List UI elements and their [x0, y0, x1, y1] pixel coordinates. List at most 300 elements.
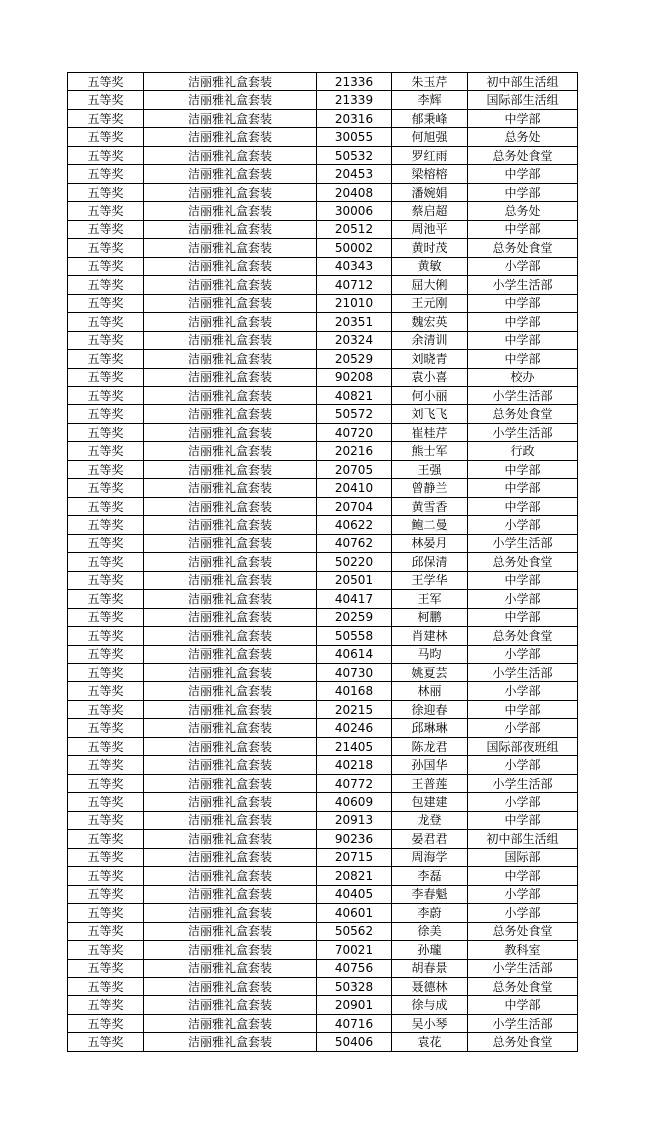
winner-name-cell: 屈大俐: [392, 276, 468, 294]
table-row: [68, 220, 578, 238]
table-row: [68, 904, 578, 922]
prize-item-cell: 洁丽雅礼盒套装: [144, 627, 317, 645]
table-row: [68, 91, 578, 109]
prize-level-cell: 五等奖: [68, 627, 144, 645]
prize-item-cell: 洁丽雅礼盒套装: [144, 220, 317, 238]
winner-name-cell: 邱琳琳: [392, 719, 468, 737]
department-cell: 中学部: [468, 220, 578, 238]
prize-item-cell: 洁丽雅礼盒套装: [144, 423, 317, 441]
table-row: [68, 146, 578, 164]
table-row: [68, 627, 578, 645]
department-cell: 总务处食堂: [468, 553, 578, 571]
employee-id-cell: 40609: [317, 793, 392, 811]
department-cell: 小学部: [468, 590, 578, 608]
winner-name-cell: 吴小琴: [392, 1014, 468, 1032]
winner-name-cell: 徐美: [392, 922, 468, 940]
employee-id-cell: 20453: [317, 165, 392, 183]
department-cell: 总务处食堂: [468, 627, 578, 645]
winner-name-cell: 崔桂芹: [392, 423, 468, 441]
prize-winners-sheet: [67, 72, 578, 1052]
table-row: [68, 257, 578, 275]
prize-level-cell: 五等奖: [68, 571, 144, 589]
employee-id-cell: 20705: [317, 460, 392, 478]
prize-item-cell: 洁丽雅礼盒套装: [144, 1014, 317, 1032]
winner-name-cell: 王普莲: [392, 774, 468, 792]
employee-id-cell: 20324: [317, 331, 392, 349]
employee-id-cell: 20512: [317, 220, 392, 238]
prize-level-cell: 五等奖: [68, 73, 144, 91]
employee-id-cell: 40622: [317, 516, 392, 534]
department-cell: 总务处: [468, 128, 578, 146]
prize-level-cell: 五等奖: [68, 442, 144, 460]
prize-item-cell: 洁丽雅礼盒套装: [144, 386, 317, 404]
table-row: [68, 700, 578, 718]
prize-level-cell: 五等奖: [68, 460, 144, 478]
employee-id-cell: 40756: [317, 959, 392, 977]
table-row: [68, 922, 578, 940]
prize-item-cell: 洁丽雅礼盒套装: [144, 811, 317, 829]
winner-name-cell: 周池平: [392, 220, 468, 238]
department-cell: 总务处: [468, 202, 578, 220]
employee-id-cell: 21336: [317, 73, 392, 91]
table-row: [68, 497, 578, 515]
table-row: [68, 183, 578, 201]
department-cell: 中学部: [468, 479, 578, 497]
prize-item-cell: 洁丽雅礼盒套装: [144, 442, 317, 460]
department-cell: 中学部: [468, 183, 578, 201]
winner-name-cell: 陈龙君: [392, 737, 468, 755]
table-row: [68, 73, 578, 91]
table-row: [68, 645, 578, 663]
table-row: [68, 423, 578, 441]
employee-id-cell: 20351: [317, 313, 392, 331]
employee-id-cell: 90236: [317, 830, 392, 848]
employee-id-cell: 40730: [317, 664, 392, 682]
winner-name-cell: 黄雪香: [392, 497, 468, 515]
employee-id-cell: 21339: [317, 91, 392, 109]
prize-item-cell: 洁丽雅礼盒套装: [144, 146, 317, 164]
department-cell: 小学部: [468, 682, 578, 700]
prize-item-cell: 洁丽雅礼盒套装: [144, 405, 317, 423]
prize-item-cell: 洁丽雅礼盒套装: [144, 313, 317, 331]
employee-id-cell: 40712: [317, 276, 392, 294]
prize-item-cell: 洁丽雅礼盒套装: [144, 257, 317, 275]
employee-id-cell: 40405: [317, 885, 392, 903]
prize-level-cell: 五等奖: [68, 885, 144, 903]
winner-name-cell: 林晏月: [392, 534, 468, 552]
table-row: [68, 867, 578, 885]
employee-id-cell: 20901: [317, 996, 392, 1014]
prize-item-cell: 洁丽雅礼盒套装: [144, 497, 317, 515]
prize-level-cell: 五等奖: [68, 257, 144, 275]
prize-item-cell: 洁丽雅礼盒套装: [144, 996, 317, 1014]
prize-level-cell: 五等奖: [68, 350, 144, 368]
winner-name-cell: 余清训: [392, 331, 468, 349]
prize-level-cell: 五等奖: [68, 848, 144, 866]
prize-level-cell: 五等奖: [68, 128, 144, 146]
winner-name-cell: 王学华: [392, 571, 468, 589]
prize-item-cell: 洁丽雅礼盒套装: [144, 959, 317, 977]
winner-name-cell: 龙登: [392, 811, 468, 829]
prize-level-cell: 五等奖: [68, 959, 144, 977]
department-cell: 中学部: [468, 294, 578, 312]
winner-name-cell: 袁小喜: [392, 368, 468, 386]
winner-name-cell: 曾静兰: [392, 479, 468, 497]
prize-level-cell: 五等奖: [68, 479, 144, 497]
employee-id-cell: 20316: [317, 109, 392, 127]
table-row: [68, 202, 578, 220]
employee-id-cell: 20259: [317, 608, 392, 626]
department-cell: 中学部: [468, 497, 578, 515]
department-cell: 总务处食堂: [468, 977, 578, 995]
table-row: [68, 664, 578, 682]
prize-level-cell: 五等奖: [68, 1033, 144, 1051]
prize-item-cell: 洁丽雅礼盒套装: [144, 73, 317, 91]
prize-level-cell: 五等奖: [68, 276, 144, 294]
table-row: [68, 294, 578, 312]
prize-item-cell: 洁丽雅礼盒套装: [144, 941, 317, 959]
department-cell: 国际部夜班组: [468, 737, 578, 755]
prize-item-cell: 洁丽雅礼盒套装: [144, 793, 317, 811]
employee-id-cell: 20215: [317, 700, 392, 718]
prize-item-cell: 洁丽雅礼盒套装: [144, 608, 317, 626]
winner-name-cell: 王强: [392, 460, 468, 478]
prize-item-cell: 洁丽雅礼盒套装: [144, 848, 317, 866]
prize-level-cell: 五等奖: [68, 534, 144, 552]
table-row: [68, 109, 578, 127]
winner-name-cell: 梁榕榕: [392, 165, 468, 183]
table-row: [68, 977, 578, 995]
winner-name-cell: 蔡启超: [392, 202, 468, 220]
prize-level-cell: 五等奖: [68, 1014, 144, 1032]
winner-name-cell: 李辉: [392, 91, 468, 109]
department-cell: 中学部: [468, 996, 578, 1014]
employee-id-cell: 20715: [317, 848, 392, 866]
table-row: [68, 534, 578, 552]
department-cell: 中学部: [468, 350, 578, 368]
prize-level-cell: 五等奖: [68, 737, 144, 755]
winner-name-cell: 袁花: [392, 1033, 468, 1051]
prize-level-cell: 五等奖: [68, 774, 144, 792]
prize-item-cell: 洁丽雅礼盒套装: [144, 590, 317, 608]
prize-item-cell: 洁丽雅礼盒套装: [144, 1033, 317, 1051]
employee-id-cell: 40601: [317, 904, 392, 922]
winner-name-cell: 晏君君: [392, 830, 468, 848]
prize-level-cell: 五等奖: [68, 811, 144, 829]
prize-level-cell: 五等奖: [68, 904, 144, 922]
prize-level-cell: 五等奖: [68, 497, 144, 515]
department-cell: 中学部: [468, 165, 578, 183]
winner-name-cell: 朱玉芹: [392, 73, 468, 91]
employee-id-cell: 40772: [317, 774, 392, 792]
prize-item-cell: 洁丽雅礼盒套装: [144, 239, 317, 257]
department-cell: 小学生活部: [468, 534, 578, 552]
prize-level-cell: 五等奖: [68, 793, 144, 811]
table-row: [68, 239, 578, 257]
employee-id-cell: 21010: [317, 294, 392, 312]
prize-item-cell: 洁丽雅礼盒套装: [144, 922, 317, 940]
department-cell: 总务处食堂: [468, 146, 578, 164]
department-cell: 小学生活部: [468, 664, 578, 682]
table-row: [68, 996, 578, 1014]
employee-id-cell: 90208: [317, 368, 392, 386]
prize-level-cell: 五等奖: [68, 239, 144, 257]
prize-level-cell: 五等奖: [68, 922, 144, 940]
prize-level-cell: 五等奖: [68, 756, 144, 774]
prize-item-cell: 洁丽雅礼盒套装: [144, 165, 317, 183]
winner-name-cell: 林丽: [392, 682, 468, 700]
prize-level-cell: 五等奖: [68, 331, 144, 349]
department-cell: 总务处食堂: [468, 1033, 578, 1051]
employee-id-cell: 20408: [317, 183, 392, 201]
winner-name-cell: 王军: [392, 590, 468, 608]
table-row: [68, 128, 578, 146]
table-row: [68, 737, 578, 755]
winner-name-cell: 柯鹏: [392, 608, 468, 626]
department-cell: 小学生活部: [468, 276, 578, 294]
table-row: [68, 479, 578, 497]
prize-item-cell: 洁丽雅礼盒套装: [144, 109, 317, 127]
prize-item-cell: 洁丽雅礼盒套装: [144, 645, 317, 663]
winner-name-cell: 孙瓏: [392, 941, 468, 959]
prize-item-cell: 洁丽雅礼盒套装: [144, 479, 317, 497]
prize-item-cell: 洁丽雅礼盒套装: [144, 867, 317, 885]
department-cell: 小学部: [468, 257, 578, 275]
employee-id-cell: 20704: [317, 497, 392, 515]
department-cell: 行政: [468, 442, 578, 460]
prize-item-cell: 洁丽雅礼盒套装: [144, 737, 317, 755]
prize-item-cell: 洁丽雅礼盒套装: [144, 904, 317, 922]
department-cell: 中学部: [468, 867, 578, 885]
winner-name-cell: 李磊: [392, 867, 468, 885]
employee-id-cell: 20501: [317, 571, 392, 589]
prize-level-cell: 五等奖: [68, 590, 144, 608]
employee-id-cell: 40417: [317, 590, 392, 608]
table-row: [68, 442, 578, 460]
table-row: [68, 460, 578, 478]
table-row: [68, 571, 578, 589]
winner-name-cell: 李春魁: [392, 885, 468, 903]
winner-name-cell: 黄敏: [392, 257, 468, 275]
department-cell: 小学部: [468, 793, 578, 811]
department-cell: 初中部生活组: [468, 73, 578, 91]
department-cell: 小学部: [468, 719, 578, 737]
winner-name-cell: 罗红雨: [392, 146, 468, 164]
prize-item-cell: 洁丽雅礼盒套装: [144, 294, 317, 312]
winner-name-cell: 郁秉峰: [392, 109, 468, 127]
employee-id-cell: 40614: [317, 645, 392, 663]
employee-id-cell: 50328: [317, 977, 392, 995]
employee-id-cell: 40762: [317, 534, 392, 552]
prize-level-cell: 五等奖: [68, 313, 144, 331]
winner-name-cell: 周海学: [392, 848, 468, 866]
employee-id-cell: 40716: [317, 1014, 392, 1032]
department-cell: 小学生活部: [468, 423, 578, 441]
prize-item-cell: 洁丽雅礼盒套装: [144, 571, 317, 589]
prize-level-cell: 五等奖: [68, 202, 144, 220]
table-row: [68, 405, 578, 423]
employee-id-cell: 40720: [317, 423, 392, 441]
table-row: [68, 386, 578, 404]
table-row: [68, 811, 578, 829]
department-cell: 初中部生活组: [468, 830, 578, 848]
department-cell: 中学部: [468, 608, 578, 626]
department-cell: 中学部: [468, 109, 578, 127]
prize-level-cell: 五等奖: [68, 682, 144, 700]
department-cell: 小学生活部: [468, 774, 578, 792]
prize-level-cell: 五等奖: [68, 719, 144, 737]
prize-item-cell: 洁丽雅礼盒套装: [144, 885, 317, 903]
prize-level-cell: 五等奖: [68, 368, 144, 386]
employee-id-cell: 40343: [317, 257, 392, 275]
winner-name-cell: 刘飞飞: [392, 405, 468, 423]
employee-id-cell: 40168: [317, 682, 392, 700]
prize-item-cell: 洁丽雅礼盒套装: [144, 756, 317, 774]
prize-level-cell: 五等奖: [68, 830, 144, 848]
department-cell: 教科室: [468, 941, 578, 959]
table-row: [68, 331, 578, 349]
department-cell: 小学部: [468, 516, 578, 534]
prize-level-cell: 五等奖: [68, 941, 144, 959]
department-cell: 小学部: [468, 885, 578, 903]
department-cell: 小学部: [468, 645, 578, 663]
prize-item-cell: 洁丽雅礼盒套装: [144, 830, 317, 848]
employee-id-cell: 50572: [317, 405, 392, 423]
department-cell: 中学部: [468, 700, 578, 718]
department-cell: 总务处食堂: [468, 922, 578, 940]
prize-level-cell: 五等奖: [68, 91, 144, 109]
prize-item-cell: 洁丽雅礼盒套装: [144, 553, 317, 571]
department-cell: 中学部: [468, 460, 578, 478]
prize-level-cell: 五等奖: [68, 700, 144, 718]
employee-id-cell: 50002: [317, 239, 392, 257]
employee-id-cell: 20913: [317, 811, 392, 829]
department-cell: 中学部: [468, 571, 578, 589]
table-row: [68, 1033, 578, 1051]
employee-id-cell: 40218: [317, 756, 392, 774]
department-cell: 小学生活部: [468, 386, 578, 404]
table-row: [68, 516, 578, 534]
prize-item-cell: 洁丽雅礼盒套装: [144, 276, 317, 294]
table-row: [68, 590, 578, 608]
prize-item-cell: 洁丽雅礼盒套装: [144, 331, 317, 349]
employee-id-cell: 50220: [317, 553, 392, 571]
prize-item-cell: 洁丽雅礼盒套装: [144, 664, 317, 682]
winner-name-cell: 魏宏英: [392, 313, 468, 331]
table-row: [68, 608, 578, 626]
prize-level-cell: 五等奖: [68, 165, 144, 183]
prize-level-cell: 五等奖: [68, 553, 144, 571]
winner-name-cell: 徐与成: [392, 996, 468, 1014]
table-row: [68, 350, 578, 368]
winner-name-cell: 孙国华: [392, 756, 468, 774]
winner-name-cell: 徐迎春: [392, 700, 468, 718]
prize-item-cell: 洁丽雅礼盒套装: [144, 91, 317, 109]
winner-name-cell: 包建建: [392, 793, 468, 811]
employee-id-cell: 50406: [317, 1033, 392, 1051]
winner-name-cell: 马昀: [392, 645, 468, 663]
prize-level-cell: 五等奖: [68, 109, 144, 127]
table-row: [68, 830, 578, 848]
prize-item-cell: 洁丽雅礼盒套装: [144, 700, 317, 718]
table-row: [68, 959, 578, 977]
prize-item-cell: 洁丽雅礼盒套装: [144, 460, 317, 478]
employee-id-cell: 20216: [317, 442, 392, 460]
department-cell: 中学部: [468, 313, 578, 331]
prize-item-cell: 洁丽雅礼盒套装: [144, 128, 317, 146]
department-cell: 小学生活部: [468, 959, 578, 977]
winner-name-cell: 何小丽: [392, 386, 468, 404]
prize-item-cell: 洁丽雅礼盒套装: [144, 350, 317, 368]
department-cell: 总务处食堂: [468, 239, 578, 257]
prize-level-cell: 五等奖: [68, 608, 144, 626]
department-cell: 校办: [468, 368, 578, 386]
winner-name-cell: 聂德林: [392, 977, 468, 995]
table-row: [68, 1014, 578, 1032]
prize-level-cell: 五等奖: [68, 220, 144, 238]
table-row: [68, 719, 578, 737]
prize-level-cell: 五等奖: [68, 996, 144, 1014]
table-row: [68, 756, 578, 774]
table-row: [68, 774, 578, 792]
table-row: [68, 682, 578, 700]
department-cell: 小学部: [468, 756, 578, 774]
prize-level-cell: 五等奖: [68, 423, 144, 441]
table-row: [68, 793, 578, 811]
department-cell: 国际部: [468, 848, 578, 866]
employee-id-cell: 20529: [317, 350, 392, 368]
prize-item-cell: 洁丽雅礼盒套装: [144, 719, 317, 737]
department-cell: 中学部: [468, 811, 578, 829]
prize-level-cell: 五等奖: [68, 386, 144, 404]
employee-id-cell: 20410: [317, 479, 392, 497]
table-row: [68, 553, 578, 571]
winner-name-cell: 黄时茂: [392, 239, 468, 257]
table-row: [68, 165, 578, 183]
prize-level-cell: 五等奖: [68, 664, 144, 682]
department-cell: 小学部: [468, 904, 578, 922]
employee-id-cell: 50558: [317, 627, 392, 645]
prize-level-cell: 五等奖: [68, 183, 144, 201]
department-cell: 总务处食堂: [468, 405, 578, 423]
prize-item-cell: 洁丽雅礼盒套装: [144, 682, 317, 700]
prize-item-cell: 洁丽雅礼盒套装: [144, 183, 317, 201]
employee-id-cell: 70021: [317, 941, 392, 959]
prize-level-cell: 五等奖: [68, 645, 144, 663]
winner-name-cell: 王元刚: [392, 294, 468, 312]
department-cell: 小学生活部: [468, 1014, 578, 1032]
prize-level-cell: 五等奖: [68, 294, 144, 312]
employee-id-cell: 40821: [317, 386, 392, 404]
employee-id-cell: 40246: [317, 719, 392, 737]
department-cell: 国际部生活组: [468, 91, 578, 109]
winner-name-cell: 熊士军: [392, 442, 468, 460]
winner-name-cell: 李蔚: [392, 904, 468, 922]
winner-name-cell: 肖建林: [392, 627, 468, 645]
prize-level-cell: 五等奖: [68, 405, 144, 423]
employee-id-cell: 30006: [317, 202, 392, 220]
table-row: [68, 276, 578, 294]
winner-name-cell: 潘婉娟: [392, 183, 468, 201]
prize-level-cell: 五等奖: [68, 977, 144, 995]
winner-name-cell: 鲍二曼: [392, 516, 468, 534]
winner-name-cell: 何旭强: [392, 128, 468, 146]
winner-name-cell: 胡春景: [392, 959, 468, 977]
employee-id-cell: 50562: [317, 922, 392, 940]
winner-name-cell: 刘晓青: [392, 350, 468, 368]
employee-id-cell: 21405: [317, 737, 392, 755]
employee-id-cell: 30055: [317, 128, 392, 146]
